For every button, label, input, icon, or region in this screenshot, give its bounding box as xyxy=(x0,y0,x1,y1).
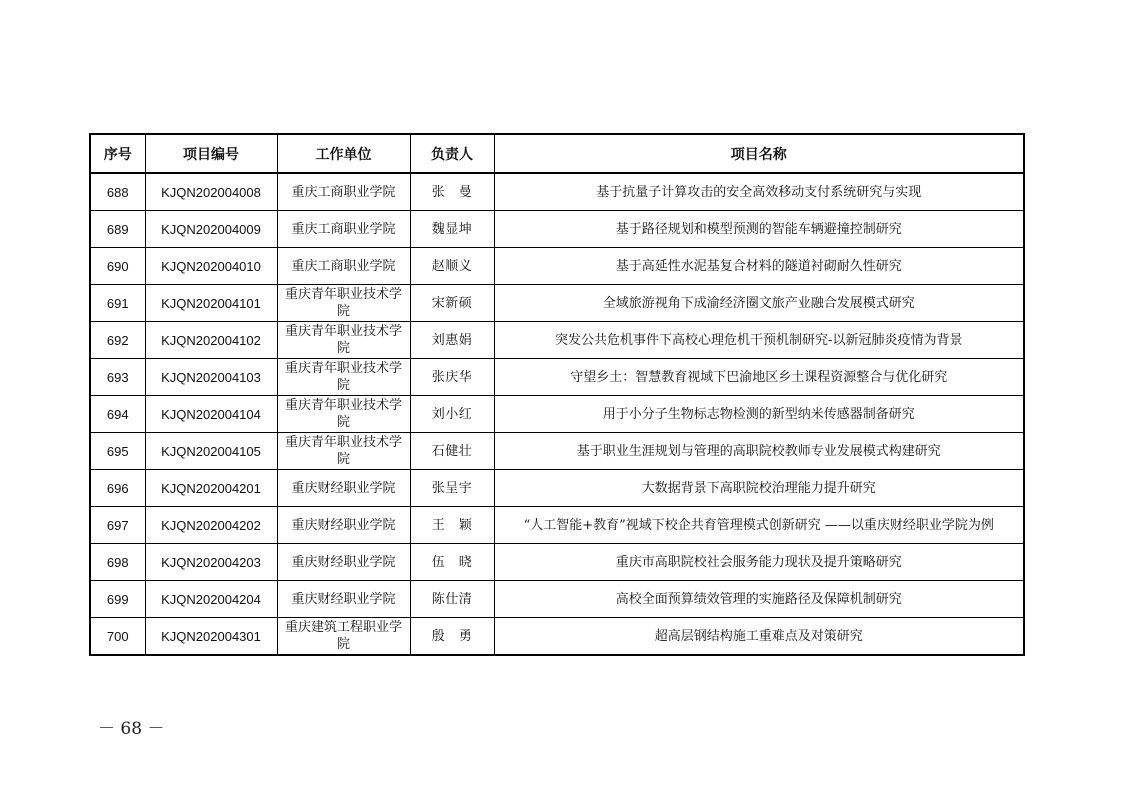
cell-person-in-charge: 陈仕清 xyxy=(410,581,494,618)
cell-project-code: KJQN202004204 xyxy=(145,581,277,618)
cell-person-in-charge: 王 颖 xyxy=(410,507,494,544)
table-row xyxy=(90,322,1024,359)
header-unit: 工作单位 xyxy=(277,134,410,173)
cell-work-unit xyxy=(277,173,410,211)
cell-seq: 691 xyxy=(90,285,145,322)
page-number: － 68 － xyxy=(98,719,165,739)
work-unit-text: 重庆青年职业技术学院 xyxy=(284,435,402,467)
cell-project-code: KJQN202004202 xyxy=(145,507,277,544)
work-unit-text: 重庆工商职业学院 xyxy=(291,184,396,200)
cell-project-title: 突发公共危机事件下高校心理危机干预机制研究-以新冠肺炎疫情为背景 xyxy=(494,322,1024,359)
cell-work-unit xyxy=(277,470,410,507)
cell-person-in-charge: 魏显坤 xyxy=(410,211,494,248)
cell-work-unit xyxy=(277,248,410,285)
work-unit-text: 重庆工商职业学院 xyxy=(291,258,396,274)
cell-work-unit xyxy=(277,618,410,656)
header-code: 项目编号 xyxy=(145,134,277,173)
cell-work-unit xyxy=(277,322,410,359)
cell-project-title: 用于小分子生物标志物检测的新型纳米传感器制备研究 xyxy=(494,396,1024,433)
work-unit-text: 重庆工商职业学院 xyxy=(291,221,396,237)
cell-project-title: 基于高延性水泥基复合材料的隧道衬砌耐久性研究 xyxy=(494,248,1024,285)
cell-work-unit xyxy=(277,433,410,470)
table-row xyxy=(90,507,1024,544)
cell-project-code: KJQN202004301 xyxy=(145,618,277,656)
table-row xyxy=(90,211,1024,248)
cell-project-title: 高校全面预算绩效管理的实施路径及保障机制研究 xyxy=(494,581,1024,618)
cell-work-unit xyxy=(277,359,410,396)
cell-person-in-charge: 张呈宇 xyxy=(410,470,494,507)
project-table xyxy=(89,133,1025,656)
work-unit-text: 重庆财经职业学院 xyxy=(291,517,396,533)
table-row xyxy=(90,173,1024,211)
header-seq: 序号 xyxy=(90,134,145,173)
header-person: 负责人 xyxy=(410,134,494,173)
cell-work-unit xyxy=(277,581,410,618)
cell-seq: 699 xyxy=(90,581,145,618)
cell-person-in-charge: 赵顺义 xyxy=(410,248,494,285)
table-row xyxy=(90,285,1024,322)
table-row xyxy=(90,618,1024,656)
work-unit-text: 重庆建筑工程职业学院 xyxy=(284,620,402,652)
cell-person-in-charge: 宋新硕 xyxy=(410,285,494,322)
cell-project-title: 基于路径规划和模型预测的智能车辆避撞控制研究 xyxy=(494,211,1024,248)
cell-project-code: KJQN202004102 xyxy=(145,322,277,359)
table-header-row xyxy=(90,134,1024,173)
cell-project-code: KJQN202004008 xyxy=(145,173,277,211)
cell-project-code: KJQN202004105 xyxy=(145,433,277,470)
cell-project-code: KJQN202004010 xyxy=(145,248,277,285)
cell-work-unit xyxy=(277,211,410,248)
cell-project-code: KJQN202004104 xyxy=(145,396,277,433)
cell-seq: 688 xyxy=(90,173,145,211)
table-body xyxy=(90,173,1024,655)
cell-person-in-charge: 石健壮 xyxy=(410,433,494,470)
cell-person-in-charge: 伍 晓 xyxy=(410,544,494,581)
table-row xyxy=(90,248,1024,285)
cell-project-title: 大数据背景下高职院校治理能力提升研究 xyxy=(494,470,1024,507)
cell-seq: 693 xyxy=(90,359,145,396)
cell-seq: 700 xyxy=(90,618,145,656)
cell-seq: 689 xyxy=(90,211,145,248)
cell-seq: 690 xyxy=(90,248,145,285)
cell-project-code: KJQN202004009 xyxy=(145,211,277,248)
table-row xyxy=(90,581,1024,618)
table-row xyxy=(90,433,1024,470)
work-unit-text: 重庆青年职业技术学院 xyxy=(284,324,402,356)
table-row xyxy=(90,544,1024,581)
cell-person-in-charge: 张庆华 xyxy=(410,359,494,396)
cell-project-code: KJQN202004101 xyxy=(145,285,277,322)
work-unit-text: 重庆青年职业技术学院 xyxy=(284,287,402,319)
cell-project-title: 重庆市高职院校社会服务能力现状及提升策略研究 xyxy=(494,544,1024,581)
cell-work-unit xyxy=(277,285,410,322)
table-row xyxy=(90,359,1024,396)
cell-person-in-charge: 刘惠娟 xyxy=(410,322,494,359)
cell-seq: 698 xyxy=(90,544,145,581)
cell-person-in-charge: 殷 勇 xyxy=(410,618,494,656)
cell-project-title: 全域旅游视角下成渝经济圈文旅产业融合发展模式研究 xyxy=(494,285,1024,322)
cell-work-unit xyxy=(277,507,410,544)
work-unit-text: 重庆财经职业学院 xyxy=(291,480,396,496)
cell-person-in-charge: 刘小红 xyxy=(410,396,494,433)
cell-seq: 695 xyxy=(90,433,145,470)
work-unit-text: 重庆青年职业技术学院 xyxy=(284,398,402,430)
cell-project-title: 超高层钢结构施工重难点及对策研究 xyxy=(494,618,1024,656)
table-row xyxy=(90,396,1024,433)
cell-seq: 692 xyxy=(90,322,145,359)
cell-project-title: 基于抗量子计算攻击的安全高效移动支付系统研究与实现 xyxy=(494,173,1024,211)
cell-work-unit xyxy=(277,544,410,581)
cell-project-code: KJQN202004203 xyxy=(145,544,277,581)
cell-project-code: KJQN202004201 xyxy=(145,470,277,507)
cell-person-in-charge: 张 曼 xyxy=(410,173,494,211)
work-unit-text: 重庆青年职业技术学院 xyxy=(284,361,402,393)
cell-project-title: 守望乡土：智慧教育视域下巴渝地区乡土课程资源整合与优化研究 xyxy=(494,359,1024,396)
cell-seq: 694 xyxy=(90,396,145,433)
cell-work-unit xyxy=(277,396,410,433)
header-title: 项目名称 xyxy=(494,134,1024,173)
cell-seq: 696 xyxy=(90,470,145,507)
cell-project-title: 基于职业生涯规划与管理的高职院校教师专业发展模式构建研究 xyxy=(494,433,1024,470)
cell-seq: 697 xyxy=(90,507,145,544)
cell-project-code: KJQN202004103 xyxy=(145,359,277,396)
work-unit-text: 重庆财经职业学院 xyxy=(291,591,396,607)
table-row xyxy=(90,470,1024,507)
cell-project-title: “人工智能+教育”视域下校企共育管理模式创新研究 ——以重庆财经职业学院为例 xyxy=(494,507,1024,544)
work-unit-text: 重庆财经职业学院 xyxy=(291,554,396,570)
